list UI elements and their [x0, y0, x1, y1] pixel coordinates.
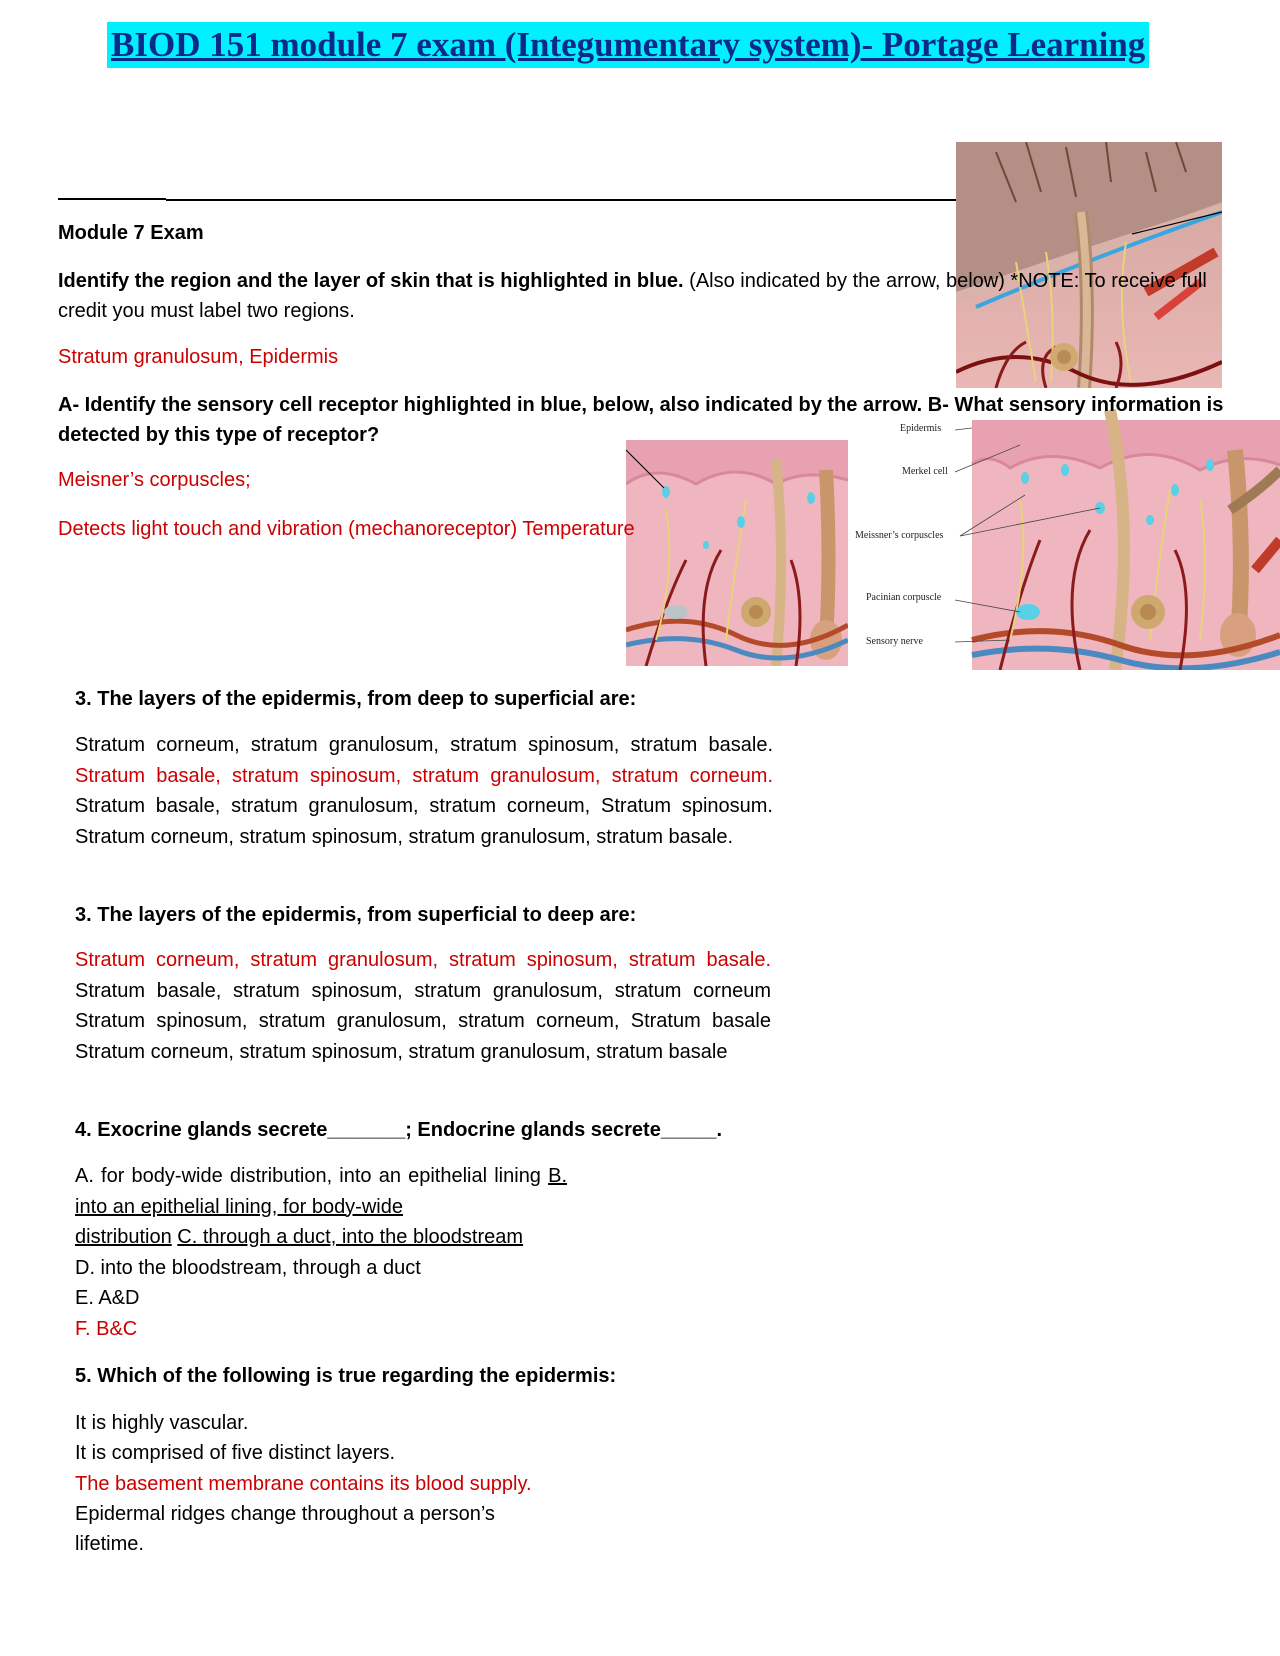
label-sensory-nerve: Sensory nerve: [866, 636, 923, 647]
q2-answer-a: Meisner’s corpuscles;: [58, 469, 251, 491]
label-meissner: Meissner’s corpuscles: [855, 530, 944, 541]
q3a-option-1: Stratum corneum, stratum granulosum, stratum spinosum, stratum basale.: [75, 734, 773, 756]
q1-answer: Stratum granulosum, Epidermis: [58, 346, 339, 368]
q3b-option-3: Stratum spinosum, stratum granulosum, stratum corneum,: [75, 1010, 620, 1032]
label-merkel-cell: Merkel cell: [902, 466, 948, 477]
q3b-option-1-correct: Stratum corneum, stratum granulosum, stratum spinosum, stratum basale.: [75, 949, 771, 971]
q2-prompt-line2: detected by this type of receptor?: [58, 424, 380, 446]
q5-option-4: Epidermal ridges change throughout a person’s: [75, 1503, 495, 1525]
q3b-options: [75, 945, 771, 1067]
q4-option-c: C. through a duct, into the bloodstream: [177, 1226, 524, 1248]
q3a-prompt: 3. The layers of the epidermis, from deep to superficial are:: [75, 688, 637, 710]
q3b-prompt: 3. The layers of the epidermis, from superficial to deep are:: [75, 904, 637, 926]
q3b-option-2: Stratum basale, stratum spinosum, stratum granulosum, stratum corneum: [75, 979, 771, 1002]
q4-prompt: 4. Exocrine glands secrete_______; Endocrine glands secrete_____.: [75, 1119, 723, 1141]
label-pacinian: Pacinian corpuscle: [866, 592, 942, 603]
q4-option-d: D. into the bloodstream, through a duct: [75, 1257, 421, 1279]
q3a-options: [75, 730, 773, 852]
skin-hair-figure: [956, 142, 1222, 388]
q5-option-1: It is highly vascular.: [75, 1412, 249, 1434]
q5-option-4-cont: lifetime.: [75, 1533, 144, 1555]
q4-option-a-cont: lining: [494, 1165, 541, 1187]
q4-option-b: B. into an epithelial lining, for body-wide: [75, 1165, 568, 1218]
q3a-option-4: Stratum corneum, stratum spinosum, stratum granulosum, stratum basale.: [75, 825, 734, 848]
q1-prompt-bold: Identify the region and the layer of skin that is highlighted in blue.: [58, 270, 684, 292]
q5-prompt: 5. Which of the following is true regarding the epidermis:: [75, 1365, 617, 1387]
short-rule: [58, 198, 166, 200]
q4-option-a: A. for body-wide distribution, into an epithelial: [75, 1165, 488, 1187]
exam-heading: Module 7 Exam: [58, 222, 204, 244]
q4-option-line3: [75, 1222, 523, 1252]
receptor-figure-labeled: [850, 390, 1280, 670]
q3b-option-4: Stratum basale Stratum corneum, stratum spinosum, stratum granulosum, stratum basale: [75, 1010, 771, 1063]
q3a-option-3: Stratum basale, stratum granulosum, stratum corneum, Stratum spinosum.: [75, 795, 773, 817]
q5-option-2: It is comprised of five distinct layers.: [75, 1442, 396, 1464]
q5-option-3-correct: The basement membrane contains its blood supply.: [75, 1473, 532, 1495]
q2-answer-b: Detects light touch and vibration (mechanoreceptor) Temperature: [58, 518, 635, 540]
receptor-figure-small: [626, 440, 848, 666]
page-title: BIOD 151 module 7 exam (Integumentary system)- Portage Learning: [107, 22, 1149, 68]
q1-prompt: [58, 266, 1207, 296]
label-epidermis: Epidermis: [900, 423, 942, 434]
q1-prompt-line2: credit you must label two regions.: [58, 300, 355, 322]
q4-option-f-correct: F. B&C: [75, 1318, 138, 1340]
q4-option-e: E. A&D: [75, 1287, 140, 1309]
q2-prompt-line1: A- Identify the sensory cell receptor highlighted in blue, below, also indicated by the arrow. B- What sensory information is: [58, 394, 1224, 416]
q4-option-b-cont: distribution: [75, 1226, 172, 1248]
long-rule: [166, 199, 956, 201]
q3a-option-2-correct: Stratum basale, stratum spinosum, stratum granulosum, stratum corneum.: [75, 764, 773, 787]
q4-options-ab: [75, 1161, 567, 1222]
q1-prompt-rest: (Also indicated by the arrow, below) *NOTE: To receive full: [683, 270, 1207, 292]
